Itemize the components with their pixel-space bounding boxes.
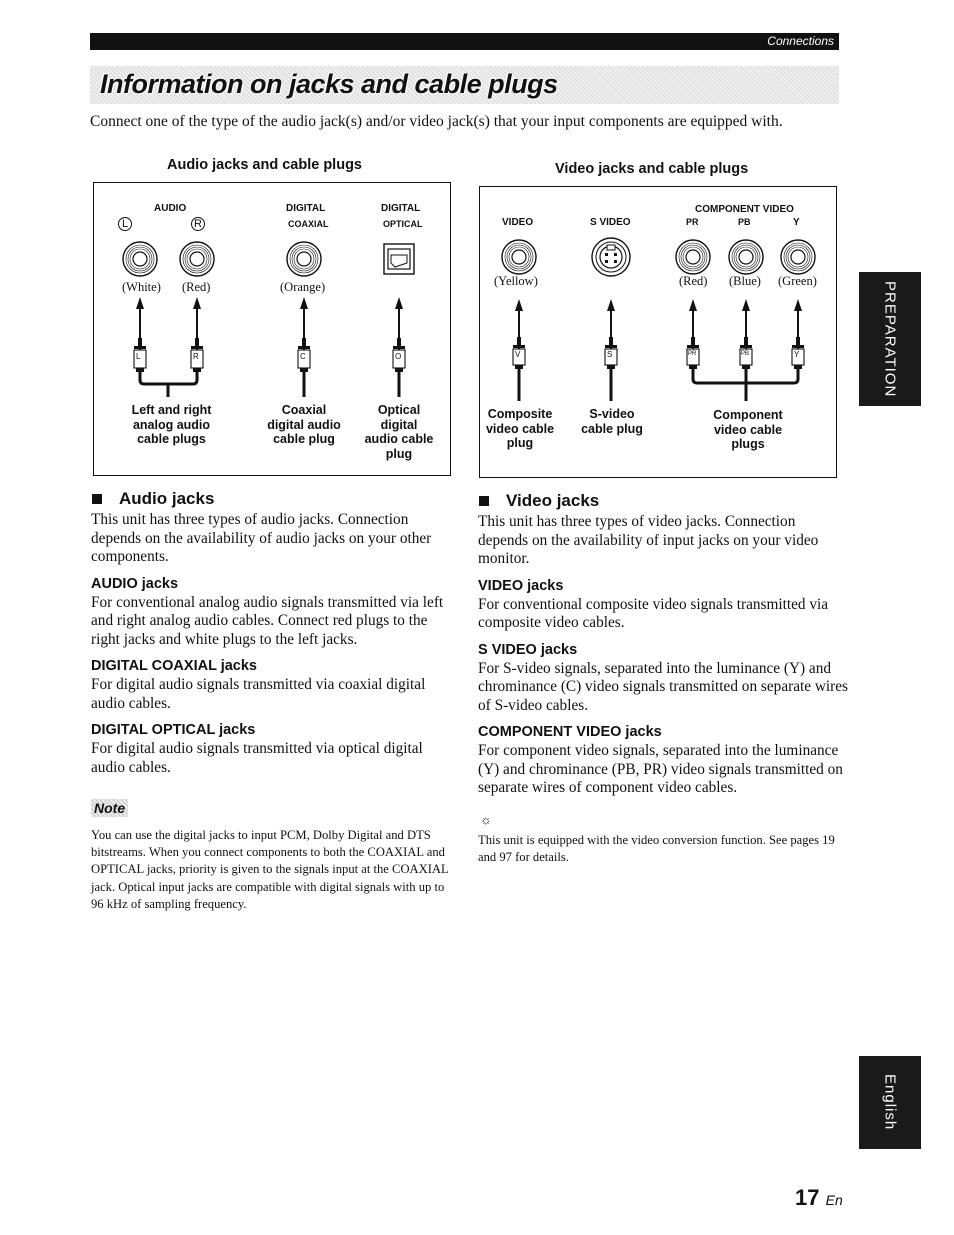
component-plug-caption: Component video cable plugs bbox=[713, 408, 783, 451]
green-color-label: (Green) bbox=[778, 274, 817, 288]
coaxial-label: COAXIAL bbox=[288, 219, 329, 229]
pr-label: PR bbox=[686, 217, 699, 227]
svideo-jacks-subheading: S VIDEO jacks bbox=[478, 641, 578, 658]
page-number: 17 En bbox=[795, 1185, 843, 1210]
pb-label: PB bbox=[738, 217, 751, 227]
svideo-plug-caption: S-video cable plug bbox=[581, 407, 643, 436]
coaxial-plug-caption: Coaxial digital audio cable plug bbox=[267, 403, 341, 446]
audio-jacks-figure bbox=[93, 182, 451, 476]
audio-figure-title: Audio jacks and cable plugs bbox=[167, 157, 362, 173]
video-jacks-heading: Video jacks bbox=[478, 491, 848, 511]
plug-letter-c: C bbox=[300, 352, 306, 361]
square-bullet-icon bbox=[479, 496, 489, 506]
video-figure-title: Video jacks and cable plugs bbox=[555, 161, 749, 177]
digital-label-2: DIGITAL bbox=[381, 203, 421, 214]
component-video-label: COMPONENT VIDEO bbox=[695, 204, 794, 215]
digital-coaxial-subheading: DIGITAL COAXIAL jacks bbox=[91, 658, 257, 674]
audio-intro: This unit has three types of audio jacks. Connection depends on the availability of audio jacks on your other components. bbox=[91, 511, 432, 565]
audio-jacks-subheading: AUDIO jacks bbox=[91, 575, 179, 592]
red-color-label-video: (Red) bbox=[679, 274, 708, 288]
plug-letter-pr: PR bbox=[688, 351, 697, 357]
blue-color-label: (Blue) bbox=[729, 274, 761, 288]
orange-color-label: (Orange) bbox=[280, 280, 326, 294]
svideo-label: S VIDEO bbox=[590, 217, 631, 228]
audio-jacks-heading: Audio jacks bbox=[91, 489, 456, 509]
left-mark-icon: L bbox=[118, 217, 132, 231]
video-jacks-section bbox=[478, 491, 848, 866]
svideo-jacks-text: For S-video signals, separated into the luminance (Y) and chrominance (C) video signals transmitted on separate wires of S-video cables. bbox=[478, 659, 848, 714]
white-color-label: (White) bbox=[122, 280, 161, 294]
square-bullet-icon bbox=[92, 494, 102, 504]
note-text: You can use the digital jacks to input PCM, Dolby Digital and DTS bitstreams. When you connect components to both the COAXIAL and OPTICAL jacks, priority is given to the signals input at the COAXIAL jack. Optical input jacks are compatible with digital signals with up to 96 kHz of sampling frequency. bbox=[91, 828, 449, 911]
plug-letter-l: L bbox=[136, 352, 141, 361]
note-badge: Note bbox=[91, 799, 128, 817]
english-tab: English bbox=[859, 1056, 921, 1149]
header-bar bbox=[90, 33, 839, 50]
optical-plug-caption: Optical digital audio cable plug bbox=[364, 403, 434, 461]
component-pr-jack bbox=[676, 240, 710, 274]
analog-plug-caption: Left and right analog audio cable plugs bbox=[131, 403, 212, 446]
y-label: Y bbox=[793, 217, 800, 228]
component-video-subheading: COMPONENT VIDEO jacks bbox=[478, 724, 662, 740]
yellow-color-label: (Yellow) bbox=[494, 274, 538, 288]
video-jacks-subheading: VIDEO jacks bbox=[478, 577, 564, 594]
intro-text: Connect one of the type of the audio jack(s) and/or video jack(s) that your input components are equipped with. bbox=[90, 113, 783, 130]
optical-label: OPTICAL bbox=[383, 219, 423, 229]
plug-letter-o: O bbox=[395, 352, 402, 361]
video-intro: This unit has three types of video jacks. Connection depends on the availability of input jacks on your video monitor. bbox=[478, 513, 819, 567]
component-video-text: For component video signals, separated into the luminance (Y) and chrominance (PB, PR) video signals transmitted on separate wires of component video cables. bbox=[478, 742, 843, 796]
audio-jacks-section bbox=[91, 489, 456, 913]
tip-icon: ☼ bbox=[480, 811, 492, 827]
plug-letter-s: S bbox=[607, 350, 613, 359]
component-pb-jack bbox=[729, 240, 763, 274]
video-label: VIDEO bbox=[502, 217, 534, 228]
composite-jack bbox=[502, 240, 536, 274]
digital-label-1: DIGITAL bbox=[286, 203, 326, 214]
right-mark-icon: R bbox=[191, 217, 205, 231]
coaxial-jack bbox=[287, 242, 321, 276]
video-jacks-figure bbox=[479, 186, 837, 478]
audio-jacks-text: For conventional analog audio signals transmitted via left and right analog audio cables. Connect red plugs to the right jacks and white plugs to the left jacks. bbox=[91, 593, 444, 648]
plug-letter-v: V bbox=[515, 350, 521, 359]
digital-coaxial-text: For digital audio signals transmitted via coaxial digital audio cables. bbox=[91, 676, 426, 712]
svideo-jack bbox=[592, 238, 630, 276]
rca-jack-left bbox=[123, 242, 157, 276]
audio-label: AUDIO bbox=[154, 203, 187, 214]
video-jacks-text: For conventional composite video signals transmitted via composite video cables. bbox=[478, 595, 829, 631]
plug-letter-y: Y bbox=[794, 350, 800, 359]
digital-optical-subheading: DIGITAL OPTICAL jacks bbox=[91, 722, 256, 738]
component-y-jack bbox=[781, 240, 815, 274]
preparation-tab: PREPARATION bbox=[859, 272, 921, 406]
tip-text: This unit is equipped with the video conversion function. See pages 19 and 97 for details. bbox=[478, 832, 835, 864]
page-title: Information on jacks and cable plugs bbox=[100, 69, 558, 99]
title-band bbox=[90, 66, 839, 104]
red-color-label: (Red) bbox=[182, 280, 211, 294]
rca-jack-right bbox=[180, 242, 214, 276]
section-tag: Connections bbox=[767, 34, 834, 48]
plug-letter-pb: PB bbox=[741, 351, 750, 357]
optical-jack bbox=[384, 244, 414, 274]
plug-letter-r: R bbox=[193, 352, 199, 361]
digital-optical-text: For digital audio signals transmitted via optical digital audio cables. bbox=[91, 740, 423, 776]
composite-plug-caption: Composite video cable plug bbox=[485, 407, 555, 450]
